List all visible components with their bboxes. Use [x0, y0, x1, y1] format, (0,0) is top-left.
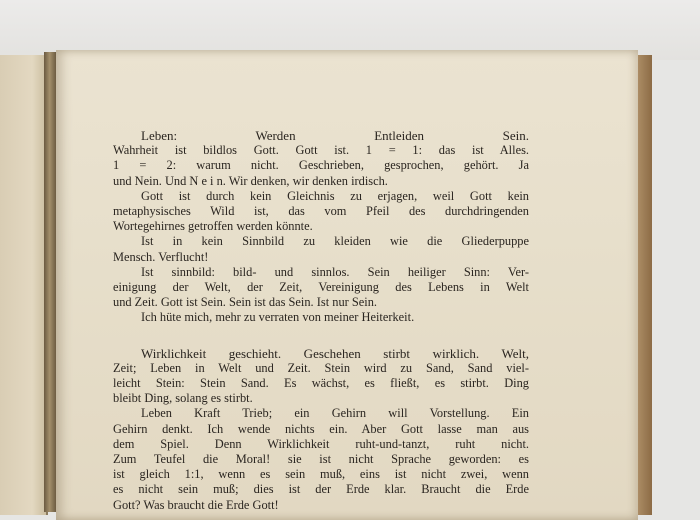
text-line: und Zeit. Gott ist Sein. Sein ist das Sein. Ist nur Sein. — [113, 295, 377, 310]
page-text — [113, 128, 529, 513]
text-line: 1 = 2: warum nicht. Geschrieben, gesprochen, gehört. Ja — [113, 158, 529, 173]
text-line: Ist sinnbild: bild- und sinnlos. Sein heiliger Sinn: Ver- — [141, 264, 529, 279]
text-line: Gehirn denkt. Ich wende nichts ein. Aber Gott lasse man aus — [113, 421, 529, 436]
text-line: und Nein. Und N e i n. Wir denken, wir denken irdisch. — [113, 173, 388, 188]
text-line: leicht Stein: Stein Sand. Es wächst, es fließt, es stirbt. Ding — [113, 376, 529, 391]
text-line: Ich hüte mich, mehr zu verraten von meiner Heiterkeit. — [141, 310, 415, 325]
left-page-edge — [0, 55, 48, 515]
text-line: Leben: Werden Entleiden Sein. — [141, 128, 529, 143]
text-line: Wortegehirnes getroffen werden könnte. — [113, 219, 313, 234]
text-line: Leben Kraft Trieb; ein Gehirn will Vorstellung. Ein — [141, 406, 529, 421]
text-line: es nicht sein muß; dies ist der Erde klar. Braucht die Erde — [113, 482, 529, 497]
text-line: Mensch. Verflucht! — [113, 249, 209, 264]
text-line: Zeit; Leben in Welt und Zeit. Stein wird zu Sand, Sand viel- — [113, 360, 529, 375]
text-line: Wahrheit ist bildlos Gott. Gott ist. 1 = 1: das ist Alles. — [113, 143, 529, 158]
text-line: metaphysisches Wild ist, das vom Pfeil des durchdringenden — [113, 204, 529, 219]
paragraph-gap — [113, 326, 529, 346]
text-line: Gott? Was braucht die Erde Gott! — [113, 497, 279, 512]
text-line: Wirklichkeit geschieht. Geschehen stirbt wirklich. Welt, — [141, 345, 529, 361]
text-line: Zum Teufel die Moral! sie ist nicht Sprache geworden: es — [113, 452, 529, 467]
paragraph-leben — [113, 128, 529, 326]
text-line: dem Spiel. Denn Wirklichkeit ruht-und-tanzt, ruht nicht. — [113, 436, 529, 451]
text-line: bleibt Ding, solang es stirbt. — [113, 391, 253, 406]
paragraph-wirklichkeit — [113, 346, 529, 513]
text-line: ist gleich 1:1, wenn es sein muß, eins ist nicht zwei, wenn — [113, 467, 529, 482]
text-line: einigung der Welt, der Zeit, Vereinigung des Lebens in Welt — [113, 280, 529, 295]
text-line: Ist in kein Sinnbild zu kleiden wie die Gliederpuppe — [141, 234, 529, 249]
text-line: Gott ist durch kein Gleichnis zu erjagen, weil Gott kein — [141, 188, 529, 203]
